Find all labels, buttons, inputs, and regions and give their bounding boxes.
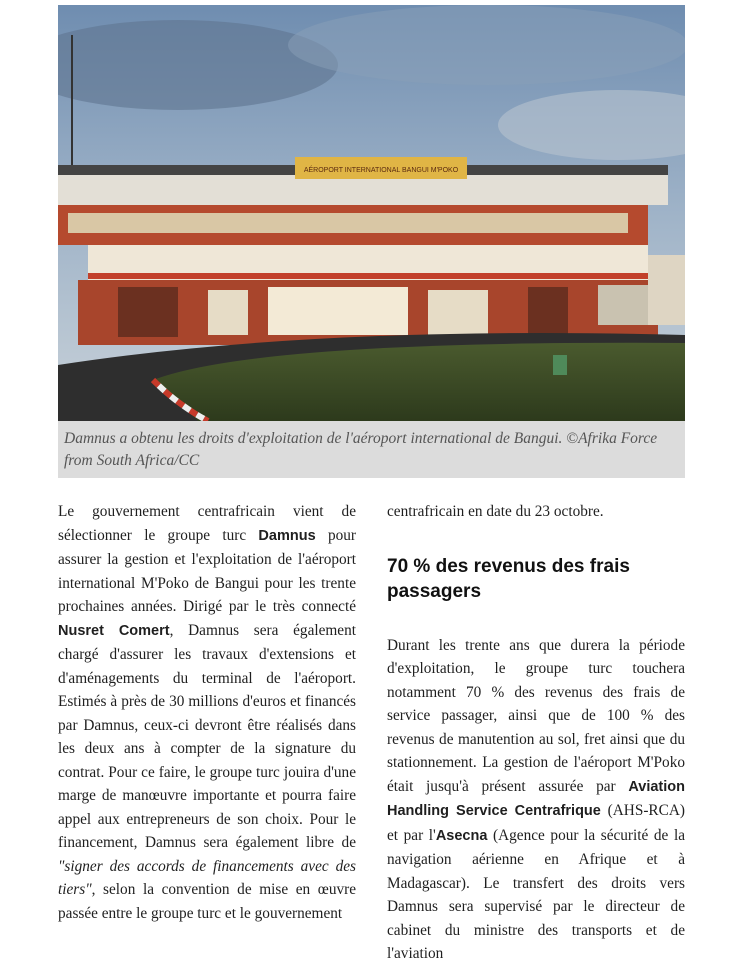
- paragraph-1: Le gouvernement centrafricain vient de sélectionner le groupe turc Damnus pour assurer la gestion et l'exploitation de l'aéroport international M'Poko de Bangui pour les trente prochaines années. Dirigé par le très connecté Nusret Comert, Damnus sera également chargé d'assurer les travaux d'extensions et d'aménagements du terminal de l'aéroport. Estimés à près de 30 millions d'euros et financés par Damnus, ceux-ci devront être réalisés dans les deux ans à compter de la signature du contrat. Pour ce faire, le groupe turc jouira d'une marge de manœuvre importante et pourra faire appel aux entrepreneurs de son choix. Pour le financement, Damnus sera également libre de "signer des accords de financements avec des tiers", selon la convention de mise en œuvre passée entre le groupe turc et le gouvernement: [58, 503, 356, 922]
- company-name-asecna: Asecna: [435, 827, 488, 844]
- airport-terminal-image: [58, 5, 685, 421]
- section-heading: 70 % des revenus des frais passagers: [387, 555, 630, 602]
- airport-sign-text: AÉROPORT INTERNATIONAL BANGUI M'POKO: [303, 167, 459, 174]
- photo-caption: Damnus a obtenu les droits d'exploitation de l'aéroport international de Bangui. ©Afrika Force from South Africa/CC: [58, 421, 685, 478]
- article-column-right: [387, 500, 685, 966]
- paragraph-1-continued: centrafricain en date du 23 octobre.: [387, 503, 604, 520]
- person-name: Nusret Comert: [58, 622, 170, 639]
- article-column-left: [58, 500, 356, 925]
- company-name-ahs: Aviation Handling Service Centrafrique: [387, 778, 685, 819]
- company-name-damnus: Damnus: [258, 527, 316, 544]
- article-photo: [58, 5, 685, 421]
- paragraph-2: Durant les trente ans que durera la période d'exploitation, le groupe turc touchera notamment 70 % des revenus des frais de service passager, ainsi que de 100 % des revenus de manutention au sol, fret ainsi que du stationnement. La gestion de l'aéroport M'Poko était jusqu'à présent assurée par Aviation Handling Service Centrafrique (AHS-RCA) et par l'Asecna (Agence pour la sécurité de la navigation aérienne en Afrique et à Madagascar). Le transfert des droits vers Damnus sera supervisé par le directeur de cabinet du ministre des transports et de l'aviation: [387, 636, 686, 962]
- quote: "signer des accords de financements avec des tiers": [58, 857, 356, 898]
